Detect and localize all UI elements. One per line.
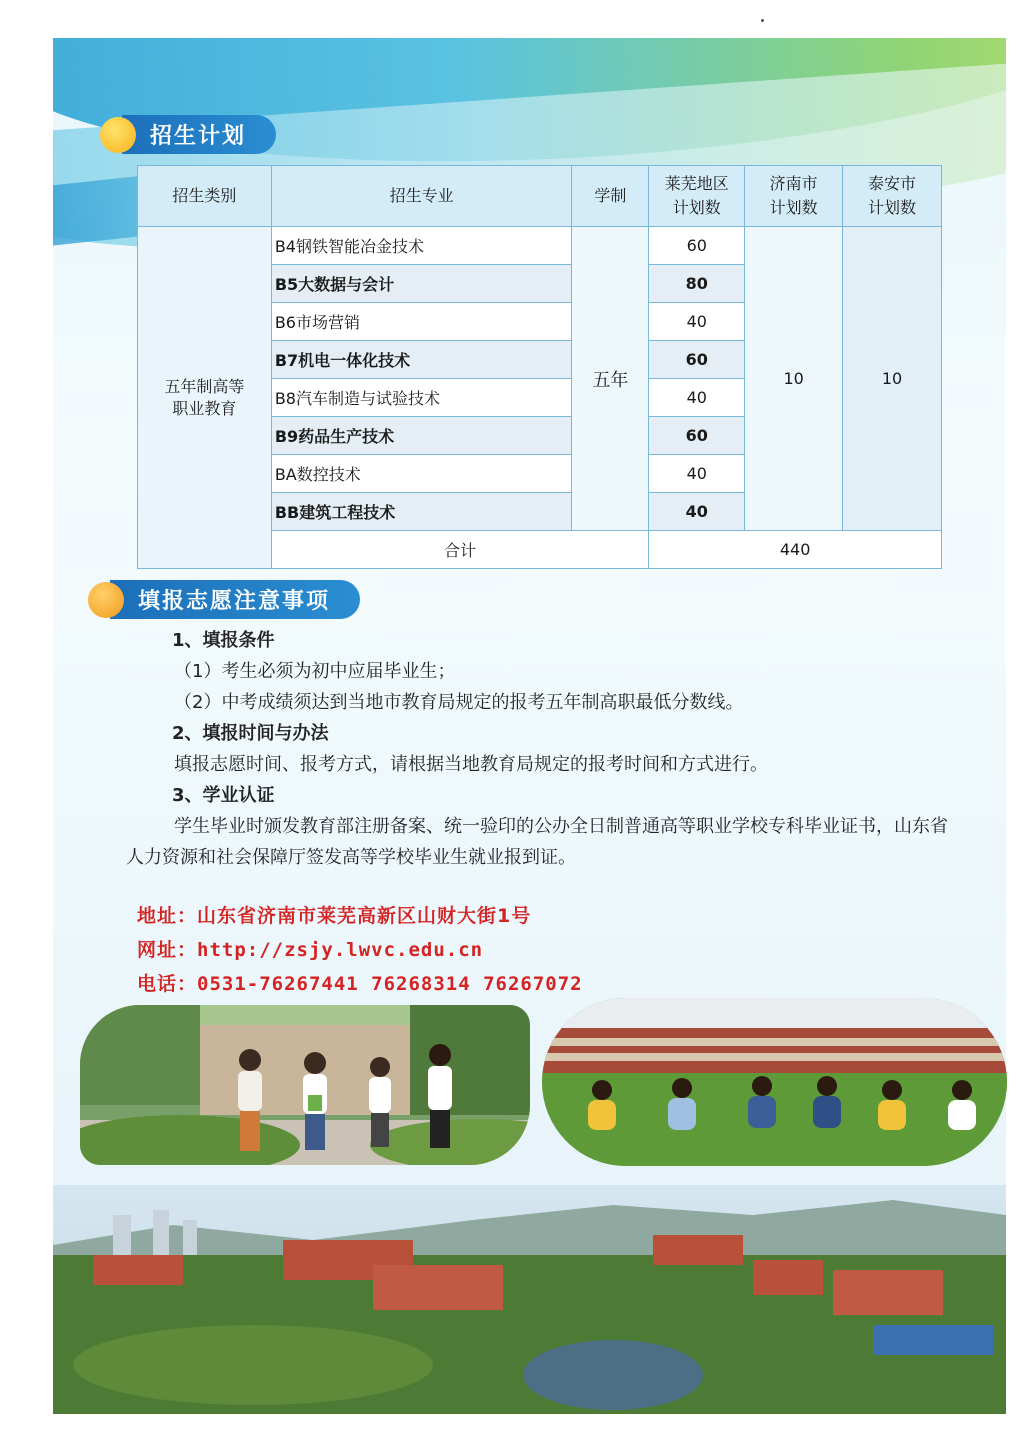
count-cell: 80 [649,265,745,303]
section-title-label: 填报志愿注意事项 [110,580,360,619]
note-heading-certification: 3、学业认证 [172,785,275,806]
section-title-application-notes [88,580,360,619]
category-cell: 五年制高等 职业教育 [138,227,272,569]
major-cell: B4钢铁智能冶金技术 [271,227,572,265]
count-cell: 40 [649,379,745,417]
table-row [138,227,942,265]
address-line: 地址：山东省济南市莱芜高新区山财大街1号 [137,905,532,927]
students-walking-photo [80,1005,530,1165]
note-heading-conditions: 1、填报条件 [172,630,275,651]
major-cell: B5大数据与会计 [271,265,572,303]
count-cell: 60 [649,341,745,379]
count-cell: 60 [649,227,745,265]
header-category: 招生类别 [138,166,272,227]
yellow-circle-icon [100,117,136,153]
major-cell: BB建筑工程技术 [271,493,572,531]
major-cell: B7机电一体化技术 [271,341,572,379]
duration-cell: 五年 [572,227,649,531]
major-cell: B6市场营销 [271,303,572,341]
orange-circle-icon [88,582,124,618]
count-cell: 40 [649,455,745,493]
students-on-field-photo [542,998,1007,1166]
major-cell: BA数控技术 [271,455,572,493]
contact-info [137,899,583,1001]
count-cell: 40 [649,493,745,531]
note-heading-time-method: 2、填报时间与办法 [172,723,329,744]
count-cell: 60 [649,417,745,455]
header-duration: 学制 [572,166,649,227]
count-cell: 40 [649,303,745,341]
enrollment-plan-table [137,165,942,569]
header-taian: 泰安市 计划数 [843,166,942,227]
table-header-row [138,166,942,227]
header-jinan: 济南市 计划数 [745,166,843,227]
header-laiwu: 莱芜地区 计划数 [649,166,745,227]
header-major: 招生专业 [271,166,572,227]
total-value-cell: 440 [649,531,942,569]
note-paragraph: 学生毕业时颁发教育部注册备案、统一验印的公办全日制普通高等职业学校专科毕业证书，山东省人力资源和社会保障厅签发高等学校毕业生就业报到证。 [126,816,948,868]
major-cell: B9药品生产技术 [271,417,572,455]
major-cell: B8汽车制造与试验技术 [271,379,572,417]
jinan-value-cell: 10 [745,227,843,531]
section-title-enrollment-plan [100,115,276,154]
note-item: （2）中考成绩须达到当地市教育局规定的报考五年制高职最低分数线。 [174,692,744,713]
note-paragraph: 填报志愿时间、报考方式，请根据当地教育局规定的报考时间和方式进行。 [174,754,768,775]
total-label-cell: 合计 [271,531,649,569]
application-notes [126,625,956,873]
campus-aerial-photo [53,1185,1006,1414]
taian-value-cell: 10 [843,227,942,531]
note-item: （1）考生必须为初中应届毕业生； [174,661,456,682]
phone-line: 电话：0531-76267441 76268314 76267072 [137,973,583,995]
section-title-label: 招生计划 [122,115,276,154]
website-line: 网址：http://zsjy.lwvc.edu.cn [137,939,484,961]
scan-speck [761,19,764,22]
